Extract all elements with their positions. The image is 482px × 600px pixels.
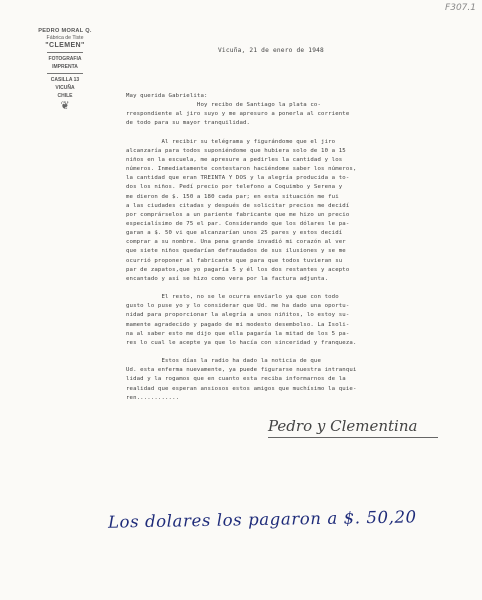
letter-line: me dieron de $. 150 a 180 cada par; en esta situación me fui [126, 193, 339, 200]
letterhead-subtitle: Fábrica de Tiste [46, 35, 84, 41]
letter-line: comprar a su nombre. Una pena grande invadió mi corazón al ver [126, 239, 346, 246]
letterhead [28, 28, 102, 112]
letter-line: niños en la escuela, me apresure a pedirles la cantidad y los [126, 156, 343, 163]
letter-line: rrespondiente al jiro suyo y me apresuro a ponerla al corriente [126, 111, 350, 118]
letterhead-name: PEDRO MORAL Q. [38, 28, 92, 34]
letter-line: na al saber esto me dijo que ella pagaría la mitad de los 5 pa- [126, 330, 350, 337]
letter-line: realidad que esperan ansiosos estos amigos que muchísimo la quie- [126, 385, 357, 392]
letter-line: par de zapatos,que yo pagaría 5 y él los dos restantes y acepto [126, 266, 350, 273]
letter-line: que siete niños quedarían defraudados de sus ilusiones y se me [126, 248, 346, 255]
handwritten-note: Los dolares los pagaron a $. 50,20 [107, 507, 417, 532]
letter-line: gusto lo puse yo y lo considerar que Ud. me ha dado una oportu- [126, 303, 350, 310]
letter-line: encantado y así se hizo como vera por la factura adjunta. [126, 275, 329, 282]
letterhead-item-photography: FOTOGRAFIA [48, 56, 82, 62]
letterhead-address-country: CHILE [57, 93, 73, 99]
letterhead-address-po-box: CASILLA 13 [50, 77, 80, 83]
letter-line: garan a $. 50 vi que alcanzarían unos 25 pares y estos decidí [126, 230, 343, 237]
letter-line: lidad y la rogamos que en cuanto esta reciba informarnos de la [126, 376, 346, 383]
letterhead-divider [47, 73, 83, 74]
letter-line: May querida Gabrielita: [126, 93, 208, 99]
letterhead-item-printing: IMPRENTA [52, 64, 78, 70]
letter-line: El resto, no se le ocurra enviarlo ya que con todo [126, 294, 339, 301]
letter-line [126, 284, 460, 293]
letter-line: res lo cual le acepte ya que lo hacía con sinceridad y franqueza. [126, 339, 357, 346]
letter-line: especialísimo de 75 el par. Considerando que los dólares le pa- [126, 220, 350, 227]
letter-line: de todo para su mayor tranquilidad. [126, 120, 251, 127]
letter-line: por comprárselos a un pariente fabricante que me hizo un precio [126, 211, 350, 218]
letter-line: Ud. esta enferma nuevamente, ya puede figurarse nuestra intranqui [126, 367, 357, 374]
letter-line: Al recibir su telégrama y figurándome que el jiro [126, 138, 336, 145]
letter-line: a las ciudades citadas y después de solicitar precios me decidí [126, 202, 350, 209]
letterhead-divider [47, 52, 83, 53]
letter-line: la cantidad que eran TREINTA Y DOS y la alegría producida a to- [126, 175, 350, 182]
signature-underline [268, 437, 438, 438]
letter-body [126, 92, 460, 403]
letter-date: Vicuña, 21 de enero de 1948 [218, 47, 324, 54]
letter-line: Hoy recibo de Santiago la plata co- [126, 102, 322, 109]
letter-line: ocurrió proponer al fabricante que para que todos tuvieran su [126, 257, 343, 264]
letter-line: Estos días la radio ha dado la noticia de que [126, 358, 322, 365]
bird-crest-icon: ❦ [60, 100, 70, 112]
signature: Pedro y Clementina [268, 417, 418, 435]
letter-line: nidad para proporcionar la alegría a unos niñitos, lo estoy su- [126, 312, 350, 319]
letter-line: mamente agradecido y pagado de mi modesto desembolso. La Isoli- [126, 321, 350, 328]
letter-line: dos los niños. Pedí precio por telefono a Coquimbo y Serena y [126, 184, 343, 191]
letter-line [126, 129, 460, 138]
letter-line: ren............ [126, 394, 180, 401]
letterhead-address-city: VICUÑA [55, 85, 75, 91]
archive-mark: F307.1 [445, 3, 476, 13]
letter-line: números. Inmediatamente contestaron haciéndome saber los números, [126, 166, 357, 173]
letter-line [126, 348, 460, 357]
letterhead-brand: "CLEMEN" [45, 42, 85, 49]
letter-line: alcanzaría para todos suponiéndome que hubiera solo de 10 a 15 [126, 147, 346, 154]
